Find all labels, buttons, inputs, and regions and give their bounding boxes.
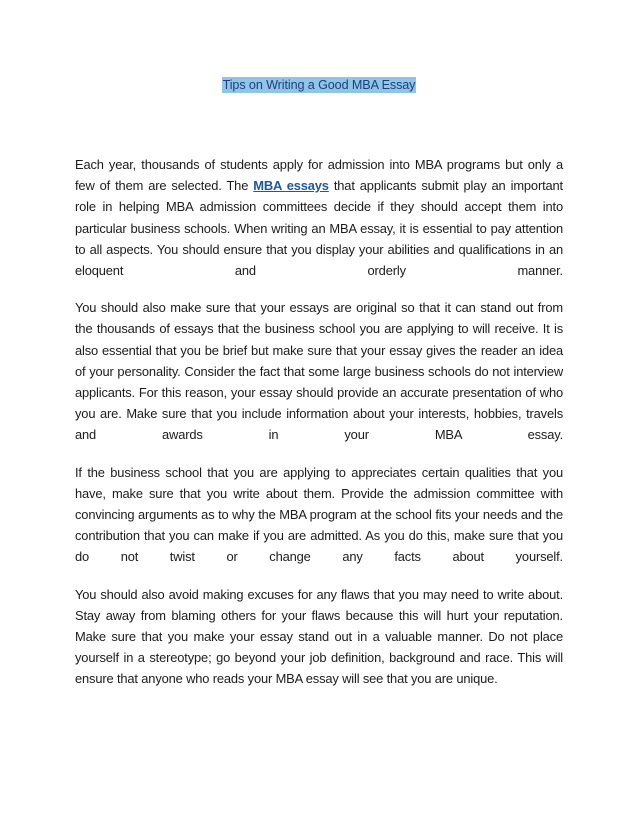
paragraph-1 bbox=[75, 154, 563, 281]
paragraph-2: You should also make sure that your essays are original so that it can stand out from the thousands of essays that the business school you are applying to will receive. It is also essential that you be brief but make sure that your essay gives the reader an idea of your personality. Consider the fact that some large business schools do not interview applicants. For this reason, your essay should provide an accurate presentation of who you are. Make sure that you include information about your interests, hobbies, travels and awards in your MBA essay. bbox=[75, 300, 563, 443]
document-title: Tips on Writing a Good MBA Essay bbox=[222, 78, 416, 92]
paragraph-3: If the business school that you are applying to appreciates certain qualities that you have, make sure that you write about them. Provide the admission committee with convincing arguments as to why the MBA program at the school fits your needs and the contribution that you can make if you are admitted. As you do this, make sure that you do not twist or change any facts about yourself. bbox=[75, 464, 563, 565]
paragraph-1-text-before: Each year, thousands of students apply for admission into MBA programs but only a few of them are selected. The bbox=[75, 157, 563, 194]
mba-essays-link[interactable]: MBA essays bbox=[253, 178, 329, 194]
title-container bbox=[0, 76, 638, 94]
paragraph-1-text-after: that applicants submit play an important role in helping MBA admission committees decide if they should accept them into particular business schools. When writing an MBA essay, it is essential to pay attention to all aspects. You should ensure that you display your abilities and qualifications in an eloquent and orderly manner. bbox=[75, 178, 563, 279]
paragraph-4: You should also avoid making excuses for any flaws that you may need to write about. Stay away from blaming others for your flaws because this will hurt your reputation. Make sure that you make your essay stand out in a valuable manner. Do not place yourself in a stereotype; go beyond your job definition, background and race. This will ensure that anyone who reads your MBA essay will see that you are unique. bbox=[75, 586, 563, 687]
document-body bbox=[75, 154, 563, 706]
